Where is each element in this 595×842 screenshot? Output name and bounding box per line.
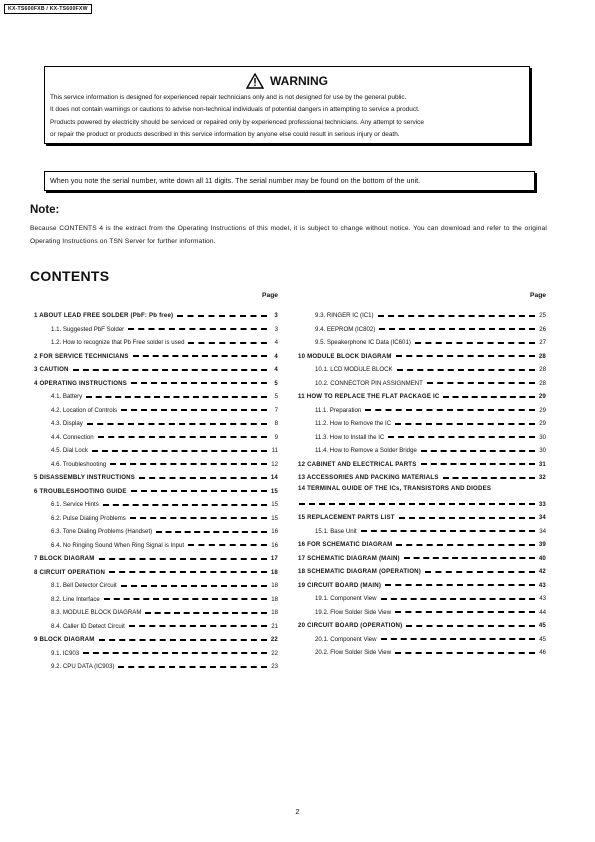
dot-leader [92,450,267,452]
toc-entry[interactable] [34,498,278,512]
warning-line: or repair the product or products described in this service information by anyone else could result in serious injury or death. [50,130,400,138]
dot-leader [395,652,535,654]
toc-entry-label: 4.5. Dial Lock [51,447,88,455]
dot-leader [443,396,535,398]
toc-entry-label: 9.4. EEPROM (IC802) [315,325,376,333]
toc-entry[interactable] [34,458,278,472]
toc-entry[interactable] [298,538,546,552]
toc-entry-page: 3 [274,325,278,333]
toc-entry-label: 4.3. Display [51,420,83,428]
toc-left-list [34,309,278,674]
toc-entry-page: 7 [274,406,278,414]
toc-entry[interactable] [34,566,278,580]
toc-entry-label: 8.2. Line Interface [51,595,100,603]
dot-leader [129,625,267,627]
toc-entry[interactable] [34,444,278,458]
toc-entry-page: 18 [271,595,278,603]
toc-entry-label: 5 DISASSEMBLY INSTRUCTIONS [34,474,136,482]
toc-entry[interactable] [34,660,278,674]
toc-entry[interactable] [298,350,546,364]
toc-entry-page: 31 [538,460,546,468]
toc-entry[interactable] [298,552,546,566]
dot-leader [188,544,267,546]
toc-entry-label: 10.2. CONNECTOR PIN ASSIGNMENT [315,379,423,387]
toc-entry-page: 16 [271,528,278,536]
toc-entry-label: 18 SCHEMATIC DIAGRAM (OPERATION) [298,568,421,576]
toc-entry[interactable] [298,458,546,472]
toc-entry-page: 28 [539,379,546,387]
toc-entry-page: 30 [539,447,546,455]
dot-leader [109,571,267,573]
toc-entry-label: 11.3. How to Install the IC [315,433,385,441]
toc-entry[interactable] [34,620,278,634]
toc-entry-label: 8.3. MODULE BLOCK DIAGRAM [51,609,142,617]
toc-entry-page: 27 [539,339,546,347]
toc-entry-page: 4 [274,366,278,374]
toc-entry-page: 23 [271,663,278,671]
toc-entry[interactable] [298,336,546,350]
toc-entry-page: 40 [538,554,546,562]
toc-entry[interactable] [298,633,546,647]
toc-entry[interactable] [298,404,546,418]
toc-entry-label: 15 REPLACEMENT PARTS LIST [298,514,395,522]
toc-entry-page: 12 [271,460,278,468]
dot-leader [388,436,535,438]
toc-entry-page: 45 [538,622,546,630]
toc-entry[interactable] [34,512,278,526]
toc-entry-page: 30 [539,433,546,441]
toc-entry-label: 6.4. No Ringing Sound When Ring Signal is Input [51,541,185,549]
toc-entry-page: 18 [271,582,278,590]
toc-entry-page: 42 [538,568,546,576]
toc-entry-page: 15 [271,514,278,522]
toc-entry[interactable] [34,336,278,350]
dot-leader [381,598,535,600]
toc-entry[interactable] [298,485,546,512]
warning-line: Products powered by electricity should be serviced or repaired only by experienced professional technicians. Any attempt to service [50,118,424,126]
toc-entry-page: 39 [538,541,546,549]
dot-leader [87,423,267,425]
dot-leader [156,531,267,533]
toc-entry-page: 18 [271,609,278,617]
toc-entry-page: 43 [538,581,546,589]
toc-entry-page: 29 [539,406,546,414]
toc-entry[interactable] [298,619,546,633]
toc-entry-page: 32 [538,474,546,482]
toc-entry-label: 6.1. Service Hints [51,501,99,509]
toc-entry[interactable] [34,579,278,593]
toc-entry-label: 10 MODULE BLOCK DIAGRAM [298,352,392,360]
warning-text [50,92,525,141]
dot-leader [396,355,535,357]
toc-entry[interactable] [34,431,278,445]
contents-left-column [34,292,278,674]
dot-leader [421,450,535,452]
model-tag: KX-TS600FXB / KX-TS600FXW [4,4,92,14]
toc-entry[interactable] [34,647,278,661]
dot-leader [103,504,267,506]
dot-leader [421,463,536,465]
dot-leader [99,639,267,641]
warning-line: This service information is designed for experienced repair technicians only and is not designed for use by the general public. [50,94,407,101]
toc-entry[interactable] [298,377,546,391]
toc-entry-label: 20.2. Flow Solder Side View [315,649,392,657]
toc-entry-page: 25 [539,312,546,320]
toc-entry-label: 9.5. Speakerphone IC Data (IC601) [315,339,411,347]
toc-entry-label: 19 CIRCUIT BOARD (MAIN) [298,581,382,589]
toc-entry-page: 8 [274,420,278,428]
dot-leader [397,369,535,371]
toc-entry-label: 7 BLOCK DIAGRAM [34,555,95,563]
page-number: 2 [295,807,300,816]
toc-entry-label: 6.3. Tone Dialing Problems (Handset) [51,528,153,536]
warning-triangle-icon [246,73,264,89]
toc-entry[interactable] [34,633,278,647]
toc-entry-label: 6.2. Pulse Dialing Problems [51,514,126,522]
dot-leader [104,598,267,600]
toc-entry-page: 16 [271,541,278,549]
toc-entry-label: 17 SCHEMATIC DIAGRAM (MAIN) [298,554,400,562]
dot-leader [139,477,267,479]
toc-entry-label: 11.2. How to Remove the IC [315,420,392,428]
toc-entry-page: 3 [274,312,278,320]
toc-entry-label: 11 HOW TO REPLACE THE FLAT PACKAGE IC [298,393,440,401]
toc-entry-page: 26 [539,325,546,333]
toc-entry-label: 1.1. Suggested PbF Solder [51,325,125,333]
toc-entry-page: 22 [270,636,278,644]
toc-entry-page: 18 [270,568,278,576]
toc-entry[interactable] [34,309,278,323]
warning-line: It does not contain warnings or cautions to advise non-technical individuals of potential dangers in attempting to service a product. [50,106,420,114]
toc-entry[interactable] [298,417,546,431]
dot-leader [188,342,267,344]
note-title: Note: [30,204,60,216]
toc-entry-label: 1.2. How to recognize that Pb Free solder is used [51,339,185,347]
dot-leader [118,666,267,668]
toc-entry[interactable] [298,444,546,458]
toc-entry[interactable] [34,552,278,566]
toc-entry-page: 9 [274,433,278,441]
dot-leader [361,530,535,532]
dot-leader [399,517,535,519]
toc-entry-page: 29 [538,393,546,401]
dot-leader [379,328,535,330]
dot-leader [395,611,535,613]
toc-entry-label: 9.3. RINGER IC (IC1) [315,312,374,320]
dot-leader [99,558,267,560]
dot-leader [396,544,535,546]
dot-leader [381,638,535,640]
toc-entry[interactable] [34,417,278,431]
toc-entry-page: 33 [538,500,546,508]
toc-right-list [298,309,546,660]
toc-entry-label: 8 CIRCUIT OPERATION [34,568,106,576]
toc-entry[interactable] [34,363,278,377]
toc-entry-label: 8.1. Bell Detector Circuit [51,582,117,590]
toc-entry-label: 4.4. Connection [51,433,94,441]
toc-entry-label: 1 ABOUT LEAD FREE SOLDER (PbF: Pb free) [34,312,174,320]
toc-entry-page: 21 [271,622,278,630]
page-column-header: Page [530,292,546,299]
dot-leader [395,423,535,425]
toc-entry[interactable] [298,592,546,606]
toc-entry[interactable] [34,593,278,607]
toc-entry-label: 12 CABINET AND ELECTRICAL PARTS [298,460,417,468]
toc-entry-label: 8.4. Caller ID Detect Circuit [51,622,125,630]
toc-entry-page: 46 [539,649,546,657]
toc-entry[interactable] [298,511,546,525]
toc-entry-page: 17 [270,555,278,563]
toc-entry[interactable] [34,390,278,404]
toc-entry-label: 6 TROUBLESHOOTING GUIDE [34,487,127,495]
toc-entry-page: 14 [270,474,278,482]
dot-leader [128,328,267,330]
toc-entry[interactable] [298,431,546,445]
toc-entry[interactable] [298,525,546,539]
toc-entry[interactable] [34,525,278,539]
dot-leader [130,517,267,519]
toc-entry[interactable] [298,323,546,337]
toc-entry-page: 15 [270,487,278,495]
toc-entry-label: 10.1. LCD MODULE BLOCK [315,366,393,374]
warning-box [44,66,530,144]
dot-leader [404,557,535,559]
toc-entry-label: 19.2. Flow Solder Side View [315,608,392,616]
toc-entry-page: 11 [271,447,278,455]
dot-leader [131,382,267,384]
dot-leader [406,625,535,627]
toc-entry-label: 16 FOR SCHEMATIC DIAGRAM [298,541,393,549]
toc-entry[interactable] [298,309,546,323]
toc-entry-label: 4 OPERATING INSTRUCTIONS [34,379,128,387]
toc-entry[interactable] [34,404,278,418]
toc-entry-page: 15 [271,501,278,509]
toc-entry[interactable] [298,646,546,660]
toc-entry-label: 13 ACCESSORIES AND PACKING MATERIALS [298,474,439,482]
dot-leader [110,463,267,465]
toc-entry[interactable] [34,377,278,391]
toc-entry-page: 4 [274,339,278,347]
toc-entry-label: 4.1. Battery [51,393,83,401]
dot-leader [177,315,267,317]
dot-leader [145,612,267,614]
toc-entry[interactable] [34,323,278,337]
toc-entry-page: 22 [271,649,278,657]
toc-entry[interactable] [298,606,546,620]
dot-leader [415,342,535,344]
toc-entry-label: 15.1. Base Unit [315,527,357,535]
toc-entry-label: 2 FOR SERVICE TECHNICIANS [34,352,129,360]
toc-entry-label: 9.1. IC903 [51,649,80,657]
toc-entry[interactable] [298,471,546,485]
toc-entry[interactable] [298,363,546,377]
toc-entry[interactable] [34,485,278,499]
dot-leader [121,409,267,411]
toc-entry[interactable] [298,565,546,579]
dot-leader [427,382,535,384]
dot-leader [131,490,267,492]
dot-leader [98,436,267,438]
dot-leader [73,369,267,371]
toc-entry[interactable] [298,390,546,404]
toc-entry[interactable] [34,471,278,485]
toc-entry-label: 4.2. Location of Controls [51,406,118,414]
page-column-header: Page [262,292,278,299]
dot-leader [385,584,535,586]
toc-entry[interactable] [298,579,546,593]
dot-leader [83,652,267,654]
toc-entry-label: 4.6. Troubleshooting [51,460,107,468]
toc-entry-page: 34 [538,514,546,522]
toc-entry-page: 4 [274,352,278,360]
toc-entry-page: 29 [539,420,546,428]
dot-leader [133,355,267,357]
toc-entry-label: 3 CAUTION [34,366,69,374]
dot-leader [365,409,535,411]
toc-entry-page: 34 [539,527,546,535]
toc-entry-label: 20 CIRCUIT BOARD (OPERATION) [298,622,403,630]
toc-entry[interactable] [34,539,278,553]
contents-right-column [298,292,546,660]
toc-entry-page: 45 [539,635,546,643]
dot-leader [121,585,267,587]
toc-entry-label: 14 TERMINAL GUIDE OF THE ICs, TRANSISTORS AND DIODES [298,484,492,492]
toc-entry-page: 44 [539,608,546,616]
dot-leader [299,503,535,505]
contents-title: CONTENTS [30,268,110,284]
toc-entry-label: 9 BLOCK DIAGRAM [34,636,95,644]
dot-leader [443,477,535,479]
toc-entry-label: 9.2. CPU DATA (IC903) [51,663,115,671]
toc-entry-page: 43 [539,595,546,603]
toc-entry-label: 20.1. Component View [315,635,377,643]
toc-entry-label: 19.1. Component View [315,595,377,603]
toc-entry-page: 28 [538,352,546,360]
note-text: Because CONTENTS 4 is the extract from the Operating Instructions of this model, it is subject to change without notice. You can download and refer to the original Operating Instructions on TSN Server for further information. [30,225,547,245]
toc-entry-label: 11.1. Preparation [315,406,362,414]
dot-leader [425,571,535,573]
toc-entry[interactable] [34,350,278,364]
toc-entry-page: 28 [539,366,546,374]
warning-title: WARNING [270,74,328,88]
toc-entry-label: 11.4. How to Remove a Solder Bridge [315,447,417,455]
toc-entry-page: 5 [274,379,278,387]
warning-heading [45,73,529,89]
serial-notice: When you note the serial number, write down all 11 digits. The serial number may be found on the bottom of the unit. [44,171,535,191]
dot-leader [378,315,535,317]
dot-leader [86,396,267,398]
toc-entry[interactable] [34,606,278,620]
toc-entry-page: 5 [274,393,278,401]
